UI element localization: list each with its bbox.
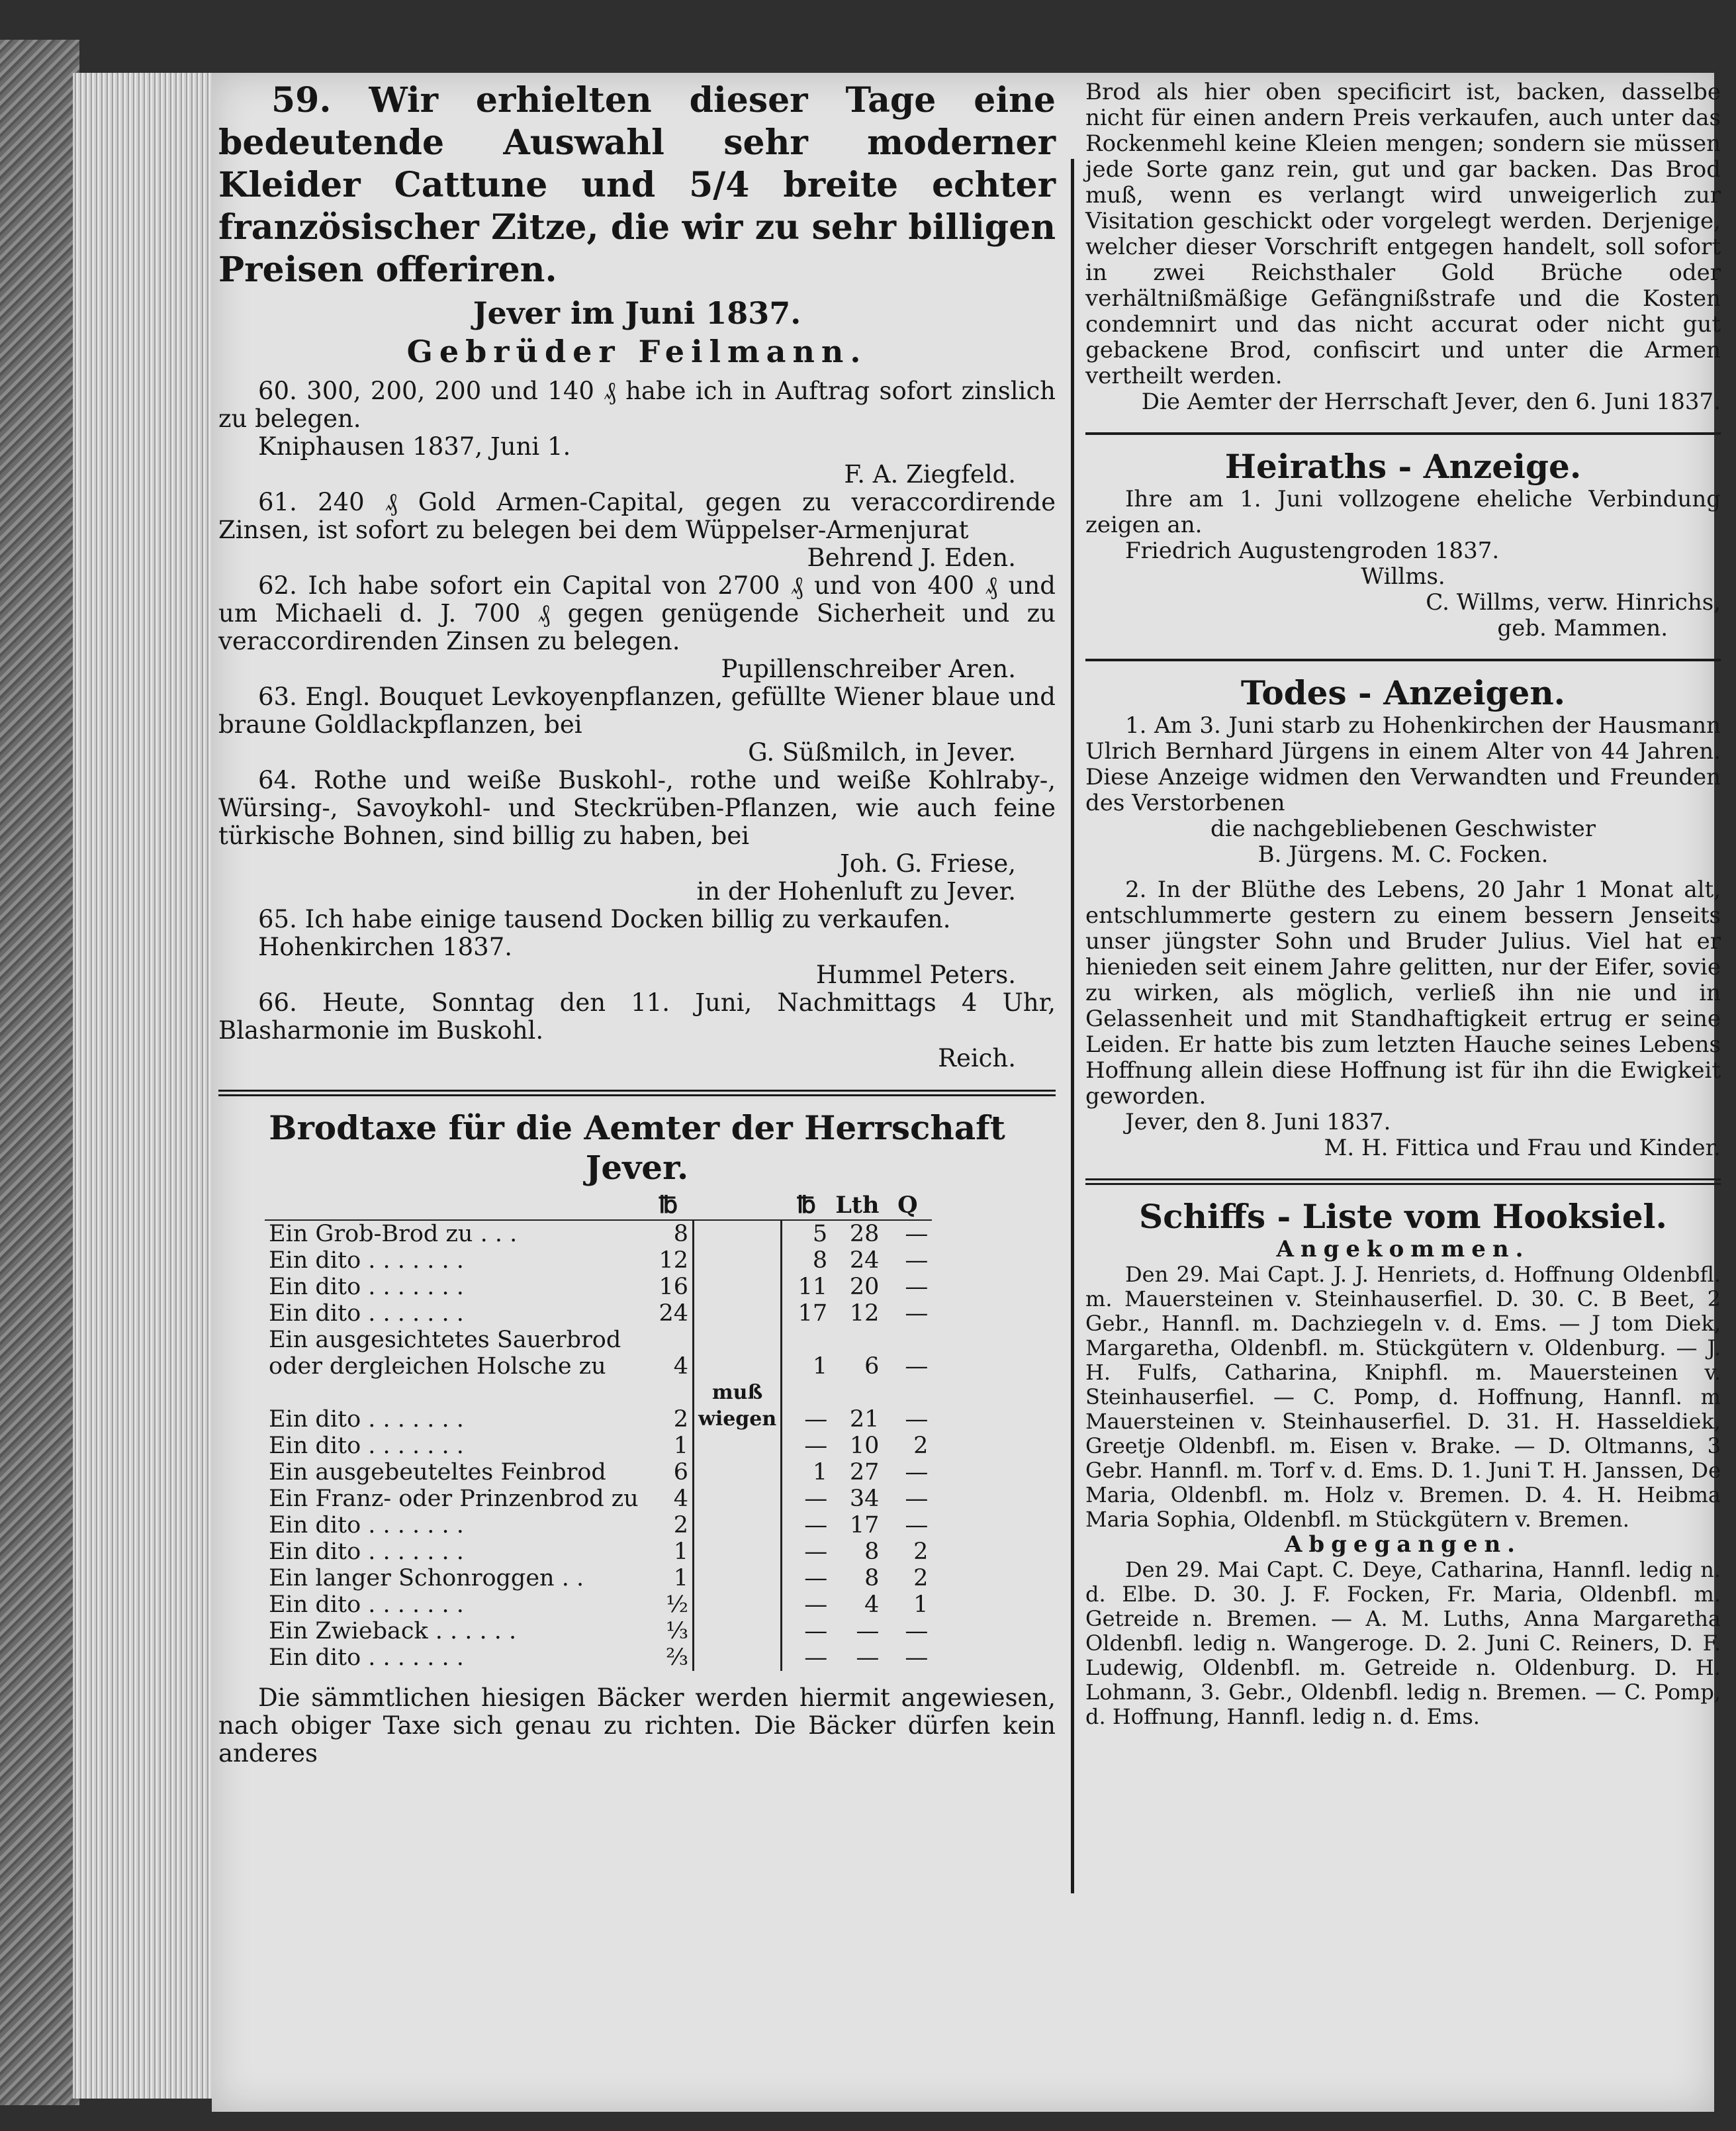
brodtaxe-quentin: 2 bbox=[913, 1539, 929, 1565]
brodtaxe-price: 24 bbox=[659, 1300, 688, 1327]
brodtaxe-loth: 4 bbox=[864, 1591, 880, 1618]
brodtaxe-side-label bbox=[694, 1220, 782, 1247]
brodtaxe-row-label: Ein dito . . . . . . . bbox=[269, 1591, 464, 1618]
brodtaxe-row-label: Ein langer Schonroggen . . bbox=[269, 1565, 584, 1591]
brodtaxe-row-label: Ein dito . . . . . . . bbox=[269, 1274, 464, 1300]
left-column bbox=[218, 79, 1056, 1768]
right-column bbox=[1085, 79, 1721, 1729]
heirath-signature-2: C. Willms, verw. Hinrichs, bbox=[1426, 589, 1721, 616]
brodtaxe-loth: — bbox=[856, 1618, 880, 1644]
brodtaxe-price: ⅓ bbox=[666, 1618, 688, 1644]
brodtaxe-row bbox=[265, 1459, 932, 1486]
brodtaxe-pounds: — bbox=[782, 1644, 832, 1671]
todes-1-signature-1: die nachgebliebenen Geschwister bbox=[1211, 816, 1596, 842]
brodtaxe-pounds: — bbox=[782, 1512, 832, 1539]
ad-63-text: 63. Engl. Bouquet Levkoyenpflanzen, gefüllte Wiener blaue und braune Goldlackpflanzen, bei bbox=[218, 683, 1056, 739]
brodtaxe-row-label: Ein ausgesichtetes Sauerbrod bbox=[269, 1327, 621, 1353]
col-header-1: ℔ bbox=[643, 1192, 694, 1220]
brodtaxe-quentin: — bbox=[905, 1459, 929, 1486]
brodtaxe-quentin: — bbox=[905, 1406, 929, 1433]
brodtaxe-price: 2 bbox=[673, 1406, 688, 1433]
brodtaxe-title: Brodtaxe für die Aemter der Herrschaft bbox=[269, 1108, 1005, 1147]
col-header-2: ℔ bbox=[782, 1192, 832, 1220]
brodtaxe-loth: 20 bbox=[849, 1274, 880, 1300]
ad-64-signature: Joh. G. Friese, bbox=[840, 849, 1016, 878]
col-header-4: Q bbox=[883, 1192, 932, 1220]
ad-65-place: Hohenkirchen 1837. bbox=[258, 933, 513, 961]
brodtaxe-side-label bbox=[694, 1644, 782, 1671]
brodtaxe-header-row bbox=[265, 1192, 932, 1220]
brodtaxe-quentin: 1 bbox=[913, 1591, 929, 1618]
brodtaxe-row-label: Ein Grob-Brod zu . . . bbox=[269, 1221, 518, 1247]
continuation-text: Brod als hier oben specificirt ist, backen, dasselbe nicht für einen andern Preis verkaufen, auch unter das Rockenmehl keine Kleien mengen; sondern sie müssen jede Sorte ganz rein, gut und gar backen. Das Brod muß, wenn es verlangt wird unweigerlich zur Visitation geschickt oder vorgelegt werden. Derjenige, welcher dieser Vorschrift entgegen handelt, soll sofort in zwei Reichsthaler Gold Brüche oder verhältnißmäßige Gefängnißstrafe und die Kosten condemnirt und das nicht accurat oder nicht gut gebackene Brod, confiscirt und unter die Armen vertheilt werden. bbox=[1085, 79, 1721, 389]
ad-60-place: Kniphausen 1837, Juni 1. bbox=[258, 432, 571, 461]
brodtaxe-loth: 10 bbox=[849, 1433, 880, 1459]
brodtaxe-price: 6 bbox=[673, 1459, 688, 1486]
brodtaxe-row bbox=[265, 1327, 932, 1353]
brodtaxe-pounds: 1 bbox=[782, 1459, 832, 1486]
brodtaxe-row bbox=[265, 1433, 932, 1459]
brodtaxe-side-label bbox=[694, 1539, 782, 1565]
brodtaxe-row-label: Ein dito . . . . . . . bbox=[269, 1512, 464, 1539]
brodtaxe-loth: 27 bbox=[849, 1459, 880, 1486]
ad-66-signature: Reich. bbox=[938, 1044, 1016, 1072]
brodtaxe-side-label: muß wiegen bbox=[694, 1380, 782, 1433]
brodtaxe-side-label bbox=[694, 1274, 782, 1300]
ad-65-text: 65. Ich habe einige tausend Docken billig zu verkaufen. bbox=[258, 905, 951, 933]
brodtaxe-price: 12 bbox=[659, 1247, 688, 1274]
brodtaxe-pounds: — bbox=[782, 1433, 832, 1459]
abgegangen-title: Abgegangen. bbox=[1284, 1531, 1522, 1558]
brodtaxe-row-label: Ein dito . . . . . . . bbox=[269, 1247, 464, 1274]
schiffs-title: Schiffs - Liste vom Hooksiel. bbox=[1139, 1197, 1667, 1236]
brodtaxe-pounds: 11 bbox=[782, 1274, 832, 1300]
brodtaxe-pounds: 5 bbox=[782, 1220, 832, 1247]
ad-62-signature: Pupillenschreiber Aren. bbox=[721, 655, 1016, 683]
brodtaxe-row bbox=[265, 1300, 932, 1327]
brodtaxe-row bbox=[265, 1353, 932, 1380]
brodtaxe-quentin: — bbox=[905, 1618, 929, 1644]
spacer bbox=[1085, 868, 1721, 877]
section-rule bbox=[1085, 432, 1721, 435]
brodtaxe-quentin: — bbox=[905, 1353, 929, 1380]
brodtaxe-pounds: — bbox=[782, 1486, 832, 1512]
todes-2-signature: M. H. Fittica und Frau und Kinder. bbox=[1324, 1135, 1721, 1161]
brodtaxe-pounds: — bbox=[782, 1618, 832, 1644]
brodtaxe-side-label bbox=[694, 1247, 782, 1274]
todes-1-text: 1. Am 3. Juni starb zu Hohenkirchen der Hausmann Ulrich Bernhard Jürgens in einem Alter von 44 Jahren. Diese Anzeige widmen den Verwandten und Freunden des Verstorbenen bbox=[1085, 712, 1721, 816]
brodtaxe-row bbox=[265, 1274, 932, 1300]
brodtaxe-price: ⅔ bbox=[666, 1644, 688, 1671]
brodtaxe-side-label bbox=[694, 1486, 782, 1512]
brodtaxe-row-label: Ein dito . . . . . . . bbox=[269, 1539, 464, 1565]
brodtaxe-pounds: — bbox=[782, 1565, 832, 1591]
ad-65-signature: Hummel Peters. bbox=[815, 961, 1016, 989]
section-rule bbox=[1085, 1178, 1721, 1185]
todes-2-place: Jever, den 8. Juni 1837. bbox=[1125, 1109, 1391, 1135]
brodtaxe-loth: — bbox=[856, 1644, 880, 1671]
ad-64-text: 64. Rothe und weiße Buskohl-, rothe und weiße Kohlraby-, Würsing-, Savoykohl- und Steckrüben-Pflanzen, wie auch feine türkische Bohnen, sind billig zu haben, bei bbox=[218, 766, 1056, 850]
brodtaxe-pounds: 8 bbox=[782, 1247, 832, 1274]
brodtaxe-row-label: Ein Zwieback . . . . . . bbox=[269, 1618, 517, 1644]
brodtaxe-pounds bbox=[782, 1327, 832, 1353]
todes-title: Todes - Anzeigen. bbox=[1240, 673, 1566, 712]
brodtaxe-side-label bbox=[694, 1618, 782, 1644]
brodtaxe-loth: 21 bbox=[849, 1406, 880, 1433]
brodtaxe-row-label: Ein dito . . . . . . . bbox=[269, 1300, 464, 1327]
brodtaxe-table bbox=[265, 1192, 932, 1671]
brodtaxe-pounds: 1 bbox=[782, 1353, 832, 1380]
ad-59-text: 59. Wir erhielten dieser Tage eine bedeutende Auswahl sehr moderner Kleider Cattune und 5/4 breite echter französischer Zitze, die wir zu sehr billigen Preisen offeriren. bbox=[218, 80, 1056, 290]
brodtaxe-row-label: Ein ausgebeuteltes Feinbrod bbox=[269, 1459, 606, 1486]
brodtaxe-row-label: Ein dito . . . . . . . bbox=[269, 1406, 464, 1433]
brodtaxe-pounds: — bbox=[782, 1591, 832, 1618]
brodtaxe-price: ½ bbox=[666, 1591, 688, 1618]
brodtaxe-quentin: — bbox=[905, 1486, 929, 1512]
brodtaxe-note: Die sämmtlichen hiesigen Bäcker werden hiermit angewiesen, nach obiger Taxe sich genau zu richten. Die Bäcker dürfen kein anderes bbox=[218, 1683, 1056, 1768]
section-rule bbox=[218, 1090, 1056, 1096]
ad-62-text: 62. Ich habe sofort ein Capital von 2700 ₰ und von 400 ₰ und um Michaeli d. J. 700 ₰ gegen genügende Sicherheit und zu veraccordirenden Zinsen zu belegen. bbox=[218, 571, 1056, 655]
brodtaxe-quentin: — bbox=[905, 1644, 929, 1671]
book-cover-edge bbox=[0, 40, 79, 2105]
brodtaxe-loth: 24 bbox=[849, 1247, 880, 1274]
heirath-text: Ihre am 1. Juni vollzogene eheliche Verbindung zeigen an. bbox=[1085, 486, 1721, 538]
brodtaxe-price: 1 bbox=[673, 1539, 688, 1565]
ad-60-text: 60. 300, 200, 200 und 140 ₰ habe ich in Auftrag sofort zinslich zu belegen. bbox=[218, 377, 1056, 433]
brodtaxe-quentin: — bbox=[905, 1300, 929, 1327]
brodtaxe-loth bbox=[831, 1327, 883, 1353]
col-header-3: Lth bbox=[831, 1192, 883, 1220]
ad-63-signature: G. Süßmilch, in Jever. bbox=[748, 738, 1016, 767]
brodtaxe-quentin: — bbox=[905, 1247, 929, 1274]
brodtaxe-row bbox=[265, 1512, 932, 1539]
brodtaxe-loth: 28 bbox=[849, 1221, 880, 1247]
brodtaxe-loth: 6 bbox=[864, 1353, 880, 1380]
brodtaxe-row bbox=[265, 1618, 932, 1644]
brodtaxe-price: 16 bbox=[659, 1274, 688, 1300]
ad-64-signature-2: in der Hohenluft zu Jever. bbox=[696, 877, 1016, 906]
brodtaxe-row bbox=[265, 1565, 932, 1591]
brodtaxe-row bbox=[265, 1486, 932, 1512]
brodtaxe-row-label: Ein Franz- oder Prinzenbrod zu bbox=[269, 1486, 639, 1512]
brodtaxe-pounds: — bbox=[782, 1380, 832, 1433]
todes-2-text: 2. In der Blüthe des Lebens, 20 Jahr 1 Monat alt, entschlummerte gestern zu einem bessern Jenseits unser jüngster Sohn und Bruder Julius. Viel hat er hienieden seit einem Jahre gelitten, nur der Eifer, sovie zu wirken, als möglich, verließ ihn nie und in Gelassenheit und mit Standhaftigkeit ertrug er seine Leiden. Er hatte bis zum letzten Hauche seines Lebens Hoffnung allein diese Hoffnung ist für ihn die Ewigkeit geworden. bbox=[1085, 876, 1721, 1110]
ad-66-text: 66. Heute, Sonntag den 11. Juni, Nachmittags 4 Uhr, Blasharmonie im Buskohl. bbox=[218, 988, 1056, 1045]
brodtaxe-quentin: — bbox=[905, 1512, 929, 1539]
ad-59-place: Jever im Juni 1837. bbox=[473, 295, 801, 331]
brodtaxe-side-label bbox=[694, 1353, 782, 1380]
brodtaxe-side-label bbox=[694, 1591, 782, 1618]
brodtaxe-price: 2 bbox=[673, 1512, 688, 1539]
todes-1-signature-2: B. Jürgens. M. C. Focken. bbox=[1257, 841, 1549, 868]
brodtaxe-loth: 8 bbox=[864, 1565, 880, 1591]
heirath-signature-3: geb. Mammen. bbox=[1497, 615, 1668, 641]
brodtaxe-price bbox=[643, 1327, 694, 1353]
brodtaxe-loth: 8 bbox=[864, 1539, 880, 1565]
brodtaxe-row bbox=[265, 1380, 932, 1433]
brodtaxe-quentin: 2 bbox=[913, 1433, 929, 1459]
brodtaxe-quentin: 2 bbox=[913, 1565, 929, 1591]
brodtaxe-price: 8 bbox=[673, 1221, 688, 1247]
page-edges bbox=[73, 73, 218, 2099]
heirath-title: Heiraths - Anzeige. bbox=[1224, 447, 1582, 486]
brodtaxe-row bbox=[265, 1591, 932, 1618]
brodtaxe-price: 1 bbox=[673, 1565, 688, 1591]
brodtaxe-side-label bbox=[694, 1459, 782, 1486]
brodtaxe-price: 1 bbox=[673, 1433, 688, 1459]
brodtaxe-row bbox=[265, 1539, 932, 1565]
brodtaxe-side-label bbox=[694, 1300, 782, 1327]
angekommen-title: Angekommen. bbox=[1276, 1236, 1530, 1262]
brodtaxe-side-label bbox=[694, 1512, 782, 1539]
brodtaxe-side-label bbox=[694, 1327, 782, 1353]
brodtaxe-row-label: Ein dito . . . . . . . bbox=[269, 1644, 464, 1671]
brodtaxe-quentin: — bbox=[905, 1221, 929, 1247]
brodtaxe-body bbox=[265, 1220, 932, 1671]
ad-61-text: 61. 240 ₰ Gold Armen-Capital, gegen zu veraccordirende Zinsen, ist sofort zu belegen bei dem Wüppelser-Armenjurat bbox=[218, 488, 1056, 544]
ad-59-signature: Gebrüder Feilmann. bbox=[406, 334, 868, 369]
ad-60-signature: F. A. Ziegfeld. bbox=[844, 460, 1016, 489]
brodtaxe-row bbox=[265, 1247, 932, 1274]
brodtaxe-loth: 12 bbox=[849, 1300, 880, 1327]
brodtaxe-row-label: oder dergleichen Holsche zu bbox=[269, 1353, 606, 1380]
brodtaxe-row bbox=[265, 1220, 932, 1247]
label-header bbox=[265, 1192, 643, 1220]
continuation-signature: Die Aemter der Herrschaft Jever, den 6. Juni 1837. bbox=[1141, 389, 1721, 415]
spacer-header bbox=[694, 1192, 782, 1220]
abgegangen-text: Den 29. Mai Capt. C. Deye, Catharina, Hannfl. ledig n. d. Elbe. D. 30. J. F. Focken, Fr. Maria, Oldenbfl. m. Getreide n. Bremen. — A. M. Luths, Anna Margaretha Oldenbfl. ledig n. Wangeroge. D. 2. Juni C. Reiners, D. F. Ludewig, Oldenbfl. m. Getreide n. Oldenburg. D. H. Lohmann, 3. Gebr., Oldenbfl. ledig n. Bremen. — C. Pomp, d. Hoffnung, Hannfl. ledig n. d. Ems. bbox=[1085, 1557, 1721, 1729]
brodtaxe-price: 4 bbox=[673, 1353, 688, 1380]
heirath-signature-1: Willms. bbox=[1361, 563, 1445, 590]
ad-61-signature: Behrend J. Eden. bbox=[807, 544, 1016, 572]
brodtaxe-side-label bbox=[694, 1565, 782, 1591]
brodtaxe-loth: 34 bbox=[849, 1486, 880, 1512]
brodtaxe-side-label bbox=[694, 1433, 782, 1459]
heirath-place: Friedrich Augustengroden 1837. bbox=[1125, 538, 1500, 564]
section-rule bbox=[1085, 659, 1721, 661]
brodtaxe-price: 4 bbox=[673, 1486, 688, 1512]
brodtaxe-row bbox=[265, 1644, 932, 1671]
angekommen-text: Den 29. Mai Capt. J. J. Henriets, d. Hoffnung Oldenbfl. m. Mauersteinen v. Steinhauserfiel. D. 30. C. B Beet, 2 Gebr., Hannfl. m. Dachziegeln v. d. Ems. — J tom Diek, Margaretha, Oldenbfl. m. Stückgütern v. Oldenburg. — J. H. Fulfs, Catharina, Kniphfl. m. Mauersteinen v. Steinhauserfiel. — C. Pomp, d. Hoffnung, Hannfl. m Mauersteinen v. Steinhauserfiel. D. 31. H. Hasseldiek, Greetje Oldenbfl. m. Eisen v. Brake. — D. Oltmanns, 3 Gebr. Hannfl. m. Torf v. d. Ems. D. 1. Juni T. H. Janssen, De Maria, Oldenbfl. m. Holz v. Bremen. D. 4. H. Heibma Maria Sophia, Oldenbfl. m Stückgütern v. Bremen. bbox=[1085, 1262, 1721, 1532]
brodtaxe-row-label: Ein dito . . . . . . . bbox=[269, 1433, 464, 1459]
brodtaxe-pounds: 17 bbox=[782, 1300, 832, 1327]
column-divider bbox=[1071, 159, 1074, 1893]
brodtaxe-quentin: — bbox=[905, 1274, 929, 1300]
brodtaxe-quentin bbox=[883, 1327, 932, 1353]
brodtaxe-pounds: — bbox=[782, 1539, 832, 1565]
brodtaxe-title-2: Jever. bbox=[585, 1148, 689, 1187]
brodtaxe-loth: 17 bbox=[849, 1512, 880, 1539]
